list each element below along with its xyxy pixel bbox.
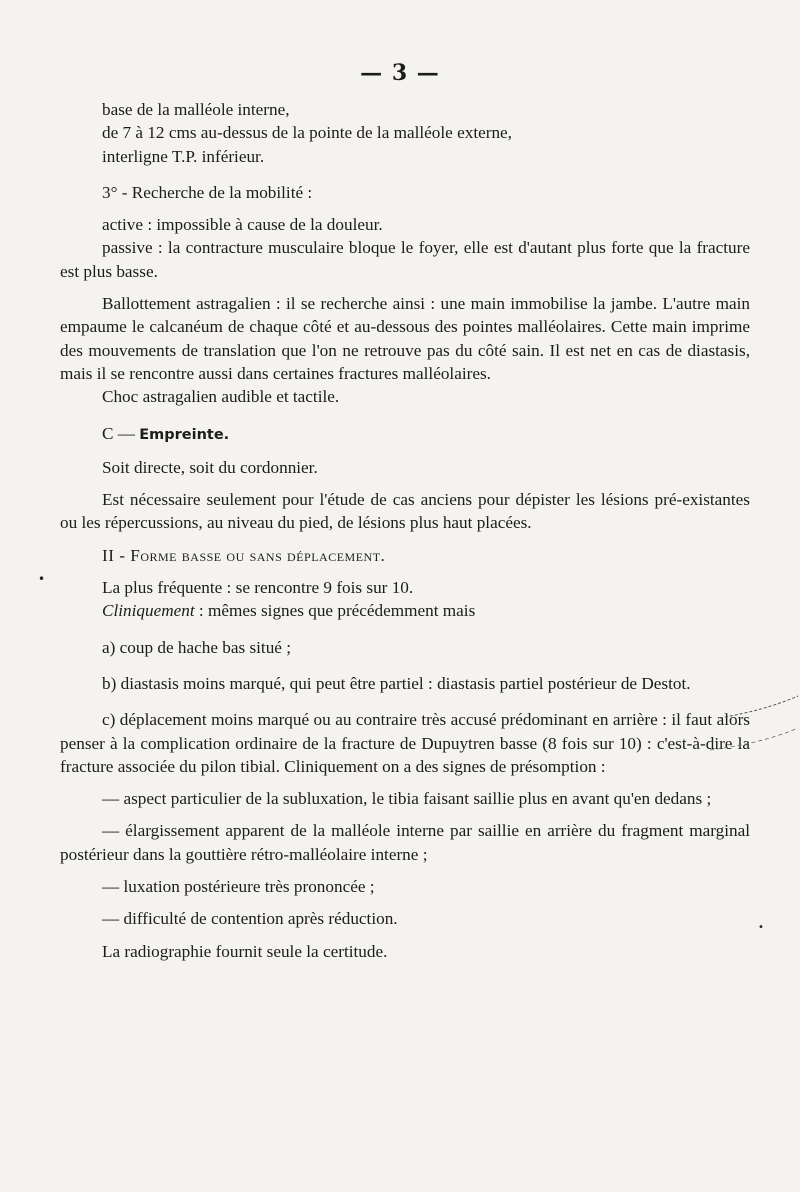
body-text <box>60 98 750 963</box>
item-a: a) coup de hache bas situé ; <box>102 637 291 657</box>
paragraph-soit-directe: Soit directe, soit du cordonnier. <box>102 457 318 477</box>
heading-forme-basse: II - Forme basse ou sans déplacement. <box>102 545 386 565</box>
page-number: — 3 — <box>360 60 440 86</box>
margin-dot-mark-right: • <box>758 922 764 933</box>
cliniquement-rest: : mêmes signes que précédemment mais <box>194 601 476 621</box>
paragraph-base-malleole: base de la malléole interne, <box>102 100 290 119</box>
heading-empreinte-title: Empreinte. <box>139 426 230 443</box>
paragraph-cms: de 7 à 12 cms au-dessus de la pointe de la malléole externe, <box>102 123 512 143</box>
paragraph-radiographie: La radiographie fournit seule la certitude. <box>102 941 388 961</box>
margin-dot-mark: • <box>38 572 46 586</box>
paragraph-interligne: interligne T.P. inférieur. <box>102 146 265 166</box>
item-c: c) déplacement moins marqué ou au contraire très accusé prédominant en arrière : il faut alors penser à la complication ordinaire de la fracture de Dupuytren basse (8 fois sur 10) : c'est-à-dire la fracture associée du pilon tibial. Cliniquement on a des signes de présomption : <box>60 710 750 776</box>
paragraph-passive: passive : la contracture musculaire bloque le foyer, elle est d'autant plus forte que la fracture est plus basse. <box>60 238 750 281</box>
dash-item-aspect: — aspect particulier de la subluxation, le tibia faisant saillie plus en avant qu'en dedans ; <box>102 789 712 809</box>
dash-item-luxation: — luxation postérieure très prononcée ; <box>102 877 375 897</box>
paragraph-cliniquement <box>60 599 750 622</box>
margin-scribble-mark <box>710 690 800 770</box>
heading-empreinte-prefix: C — <box>102 423 135 443</box>
paragraph-active: active : impossible à cause de la douleur. <box>102 215 383 235</box>
dash-item-elargissement: — élargissement apparent de la malléole interne par saillie en arrière du fragment marginal postérieur dans la gouttière rétro-malléolaire interne ; <box>60 821 750 864</box>
paragraph-necessaire: Est nécessaire seulement pour l'étude de cas anciens pour dépister les lésions pré-existantes ou les répercussions, au niveau du pied, de lésions plus haut placées. <box>60 490 750 533</box>
paragraph-ballottement: Ballottement astragalien : il se recherche ainsi : une main immobilise la jambe. L'autre main empaume le calcanéum de chaque côté et au-dessous des pointes malléolaires. Cette main imprime des mouvements de translation que l'on ne retrouve pas du côté sain. Il est net en cas de diastasis, mais il se rencontre aussi dans certaines fractures malléolaires. <box>60 294 750 383</box>
dash-item-difficulte: — difficulté de contention après réduction. <box>102 909 398 929</box>
heading-empreinte <box>60 422 750 447</box>
cliniquement-emphasis: Cliniquement <box>102 601 195 621</box>
paragraph-frequente: La plus fréquente : se rencontre 9 fois sur 10. <box>102 578 414 598</box>
item-b: b) diastasis moins marqué, qui peut être partiel : diastasis partiel postérieur de Destot. <box>102 673 691 693</box>
paragraph-choc: Choc astragalien audible et tactile. <box>102 387 340 407</box>
heading-mobilite: 3° - Recherche de la mobilité : <box>102 182 313 202</box>
